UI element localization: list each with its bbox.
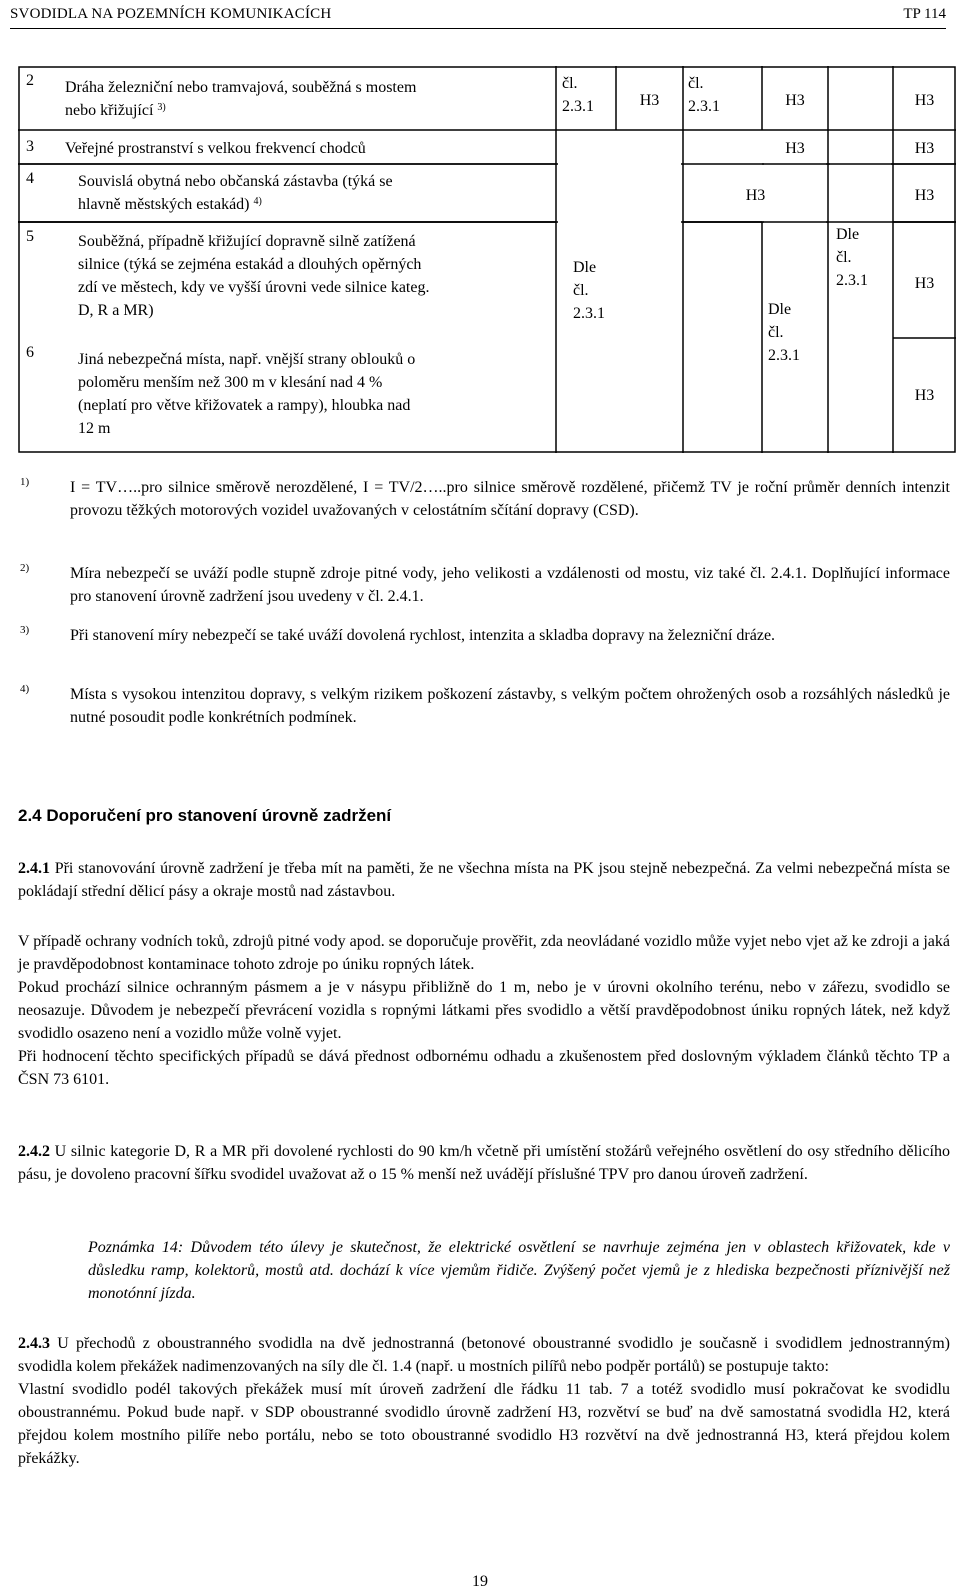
cell-text: čl. [562, 75, 578, 92]
paragraph-text: U silnic kategorie D, R a MR při dovolené rychlosti do 90 km/h včetně při umístění stožárů veřejného osvětlení do osy středního dělicího pásu, je dovoleno pracovní šířku svodidel uvažovat až o 15 % menší než uvádějí příslušné TPV pro danou úroveň zadržení. [18, 1143, 950, 1183]
cell-text: Dle [573, 259, 597, 276]
row-description [78, 348, 553, 440]
cell-col5: H3 [914, 275, 935, 292]
row-description-line: Jiná nebezpečná místa, např. vnější strany oblouků o [78, 351, 416, 368]
cell-text: čl. [836, 249, 852, 266]
document-title: SVODIDLA NA POZEMNÍCH KOMUNIKACÍCH [10, 6, 332, 22]
restraint-level-table [18, 66, 956, 453]
row-description-line: 12 m [78, 420, 111, 437]
row-description-line: Souběžná, případně křižující dopravně silně zatížená [78, 233, 416, 250]
paragraph-text: Při stanovování úrovně zadržení je třeba mít na paměti, že ne všechna místa na PK jsou stejně nebezpečná. Za velmi nebezpečná místa se pokládají střední dělicí pásy a okraje mostů nad zástavbou. [18, 860, 950, 900]
paragraph-number: 2.4.2 [18, 1143, 50, 1160]
row-number: 4 [26, 170, 34, 187]
row-number: 3 [26, 138, 34, 155]
paragraph-number: 2.4.1 [18, 860, 50, 877]
page-header [10, 4, 946, 29]
row-description [78, 230, 553, 322]
cell-text: 2.3.1 [573, 305, 605, 322]
footnote-ref: 4) [253, 196, 262, 207]
footnote-mark: 4) [20, 683, 30, 695]
cell-text: 2.3.1 [688, 98, 720, 115]
paragraph-number: 2.4.3 [18, 1335, 50, 1352]
cell-text: čl. [573, 282, 589, 299]
row-description-line: Souvislá obytná nebo občanská zástavba (týká se [78, 173, 393, 190]
row-description: Veřejné prostranství s velkou frekvencí chodců [65, 140, 366, 157]
cell-col1 [562, 72, 614, 118]
row-number: 5 [26, 228, 34, 245]
row-description-line: (neplatí pro větve křižovatek a rampy), hloubka nad [78, 397, 411, 414]
footnote-text: I = TV…..pro silnice směrově nerozdělené, I = TV/2…..pro silnice směrově rozdělené, přičemž TV je roční průměr denních intenzit provozu těžkých motorových vozidel uvažovaných v celostátním sčítání dopravy (CSD). [70, 479, 950, 519]
section-heading: 2.4 Doporučení pro stanovení úrovně zadržení [18, 806, 392, 825]
footnote-mark: 3) [20, 624, 30, 636]
row-description-line: Dráha železniční nebo tramvajová, souběžná s mostem [65, 79, 417, 96]
paragraph-group [18, 930, 950, 1091]
row-description [78, 170, 553, 216]
paragraph-2-4-2 [18, 1140, 950, 1186]
row-description-line: poloměru menším než 300 m v klesání nad 4 % [78, 374, 383, 391]
footnote-mark: 1) [20, 476, 30, 488]
paragraph-text: Pokud prochází silnice ochranným pásmem a je v násypu přibližně do 1 m, nebo je v úrovni okolního terénu, nebo v zářezu, svodidlo se neosazuje. Důvodem je nebezpečí převrácení vozidla s ropnými látkami přes svodidlo a větší pravděpodobnost úniku ropných látek, než když svodidlo osazeno není a vozidlo může volně vyjet. [18, 979, 950, 1042]
row-description-line: hlavně městských estakád) [78, 196, 250, 213]
cell-col2: H3 [639, 92, 660, 109]
cell-text: Dle [768, 301, 792, 318]
paragraph-text: U přechodů z oboustranného svodidla na dvě jednostranná (betonové oboustranné svodidlo je současně i svodidlem jednostranným) svodidla kolem překážek nadimenzovaných na síly dle čl. 1.4 (např. u mostních pilířů nebo podpěr portálů) se postupuje takto: [18, 1335, 950, 1375]
merged-cell-col1 [573, 256, 633, 325]
footnote [20, 624, 950, 670]
footnote [20, 562, 950, 608]
cell-col3 [688, 72, 760, 118]
cell-text: Dle [836, 226, 860, 243]
cell-col4: H3 [785, 140, 805, 157]
row-number: 6 [26, 344, 34, 361]
row-description-line: D, R a MR) [78, 302, 154, 319]
cell-col5: H3 [914, 387, 935, 404]
cell-col4: H3 [785, 92, 805, 109]
row-description-line: zdí ve městech, kdy ve vyšší úrovni vede silnice kateg. [78, 279, 430, 296]
cell-text: 2.3.1 [836, 272, 868, 289]
cell-text: 2.3.1 [562, 98, 594, 115]
footnote-mark: 2) [20, 562, 30, 574]
paragraph-text: Při hodnocení těchto specifických případů se dává přednost odbornému odhadu a zkušenostem před doslovným výkladem článků těchto TP a ČSN 73 6101. [18, 1048, 950, 1088]
footnote-ref: 3) [157, 102, 166, 113]
cell-col5: H3 [914, 187, 935, 204]
row-number: 2 [26, 72, 34, 89]
cell-text: čl. [768, 324, 784, 341]
paragraph-2-4-1 [18, 857, 950, 903]
cell-text: čl. [688, 75, 704, 92]
cell-col4 [836, 223, 891, 292]
footnote-text: Míra nebezpečí se uváží podle stupně zdroje pitné vody, jeho velikosti a vzdálenosti od mostu, viz také čl. 2.4.1. Doplňující informace pro stanovení úrovně zadržení jsou uvedeny v čl. 2.4.1. [70, 565, 950, 605]
page-number: 19 [472, 1573, 488, 1590]
row-description-line: silnice (týká se zejména estakád a dlouhých opěrných [78, 256, 422, 273]
row-description [65, 76, 553, 122]
cell-col3-4: H3 [745, 187, 766, 204]
cell-col5: H3 [914, 140, 935, 157]
footnote-text: Místa s vysokou intenzitou dopravy, s velkým rizikem poškození zástavby, s velkým počtem ohrožených osob a rozsáhlých následků je nutné posoudit podle konkrétních podmínek. [70, 686, 950, 726]
cell-text: 2.3.1 [768, 347, 800, 364]
document-code: TP 114 [903, 6, 946, 22]
paragraph-text: V případě ochrany vodních toků, zdrojů pitné vody apod. se doporučuje prověřit, zda neovládané vozidlo může vyjet nebo vjet až ke zdroji a jaká je pravděpodobnost kontaminace tohoto zdroje po úniku ropných látek. [18, 933, 950, 973]
footnote-text: Při stanovení míry nebezpečí se také uváží dovolená rychlost, intenzita a skladba dopravy na železniční dráze. [70, 627, 776, 644]
footnote [20, 683, 950, 729]
footnote [20, 476, 950, 546]
merged-cell-col3 [768, 298, 826, 367]
row-description-line: nebo křižující [65, 102, 154, 119]
paragraph-text: Vlastní svodidlo podél takových překážek musí mít úroveň zadržení dle řádku 11 tab. 7 a totéž svodidlo musí pokračovat ke svodidlu oboustrannému. Pokud bude např. v SDP oboustranné svodidlo úrovně zadržení H3, rozvětví se buď na dvě samostatná svodidla H2, která přejdou kolem mostního pilíře nebo portálu, nebo se toto oboustranné svodidlo H3 rozvětví na dvě jednostranná H3, která přejdou kolem překážky. [18, 1381, 950, 1467]
cell-col5: H3 [914, 92, 935, 109]
paragraph-2-4-3 [18, 1332, 950, 1470]
note-14: Poznámka 14: Důvodem této úlevy je skutečnost, že elektrické osvětlení se navrhuje zejména jen v oblastech křižovatek, kde v důsledku ramp, kolektorů, mostů atd. dochází k více vjemům řidiče. Zvýšený počet vjemů je z hlediska bezpečnosti příznivější než monotónní jízda. [88, 1239, 950, 1302]
